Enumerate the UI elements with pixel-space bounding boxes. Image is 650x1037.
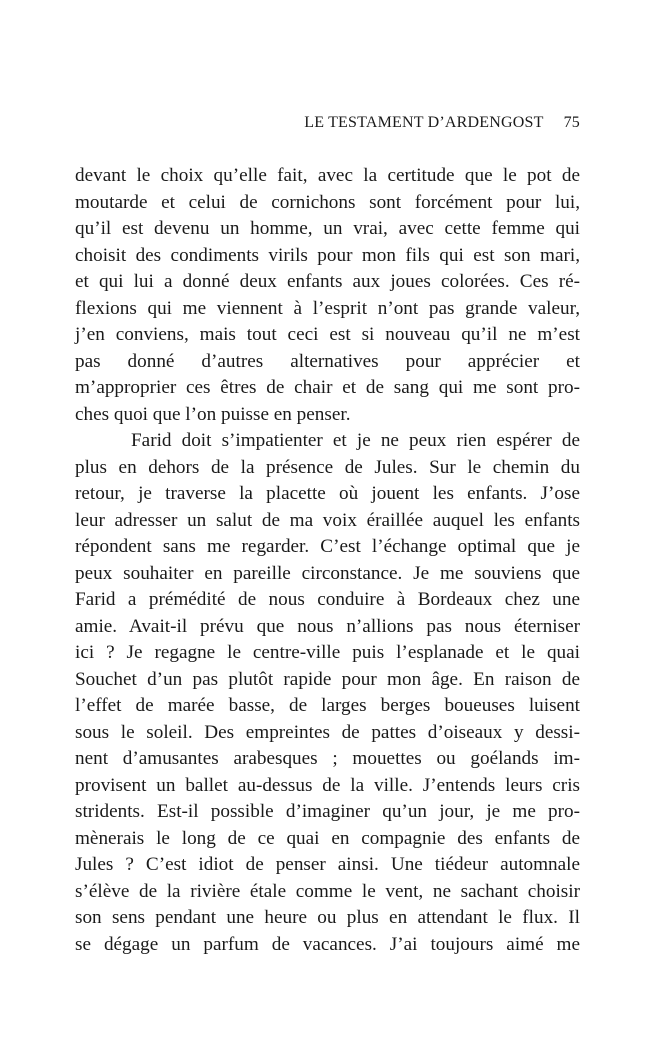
- text-line: provisent un ballet au-dessus de la ville. J’entends leurs cris: [75, 774, 580, 796]
- text-line: nent d’amusantes arabesques ; mouettes ou goélands im-: [75, 748, 580, 769]
- text-line: l’effet de marée basse, de larges berges boueuses luisent: [75, 695, 580, 716]
- text-line: se dégage un parfum de vacances. J’ai toujours aimé me: [75, 933, 580, 955]
- text-line: flexions qui me viennent à l’esprit n’ont pas grande valeur,: [75, 297, 580, 319]
- text-line: mènerais le long de ce quai en compagnie des enfants de: [75, 827, 580, 849]
- text-line: son sens pendant une heure ou plus en attendant le flux. Il: [75, 907, 580, 928]
- text-line: répondent sans me regarder. C’est l’échange optimal que je: [75, 536, 580, 557]
- text-line: sous le soleil. Des empreintes de pattes d’oiseaux y dessi-: [75, 721, 580, 743]
- text-line: retour, je traverse la placette où jouent les enfants. J’ose: [75, 483, 580, 504]
- text-line: qu’il est devenu un homme, un vrai, avec cette femme qui: [75, 218, 580, 239]
- paragraph-2: [75, 428, 580, 958]
- text-line: Souchet d’un pas plutôt rapide pour mon âge. En raison de: [75, 668, 580, 690]
- running-title: LE TESTAMENT D’ARDENGOST: [304, 114, 544, 131]
- text-line: ches quoi que l’on puisse en penser.: [75, 403, 351, 425]
- text-line: choisit des condiments virils pour mon fils qui est son mari,: [75, 244, 580, 266]
- text-line: plus en dehors de la présence de Jules. Sur le chemin du: [75, 456, 580, 478]
- text-line: m’approprier ces êtres de chair et de sang qui me sont pro-: [75, 377, 580, 398]
- text-line: j’en conviens, mais tout ceci est si nouveau qu’il ne m’est: [75, 324, 580, 345]
- text-line: ici ? Je regagne le centre-ville puis l’esplanade et le quai: [75, 642, 580, 663]
- text-line: Farid doit s’impatienter et je ne peux rien espérer de: [131, 430, 580, 451]
- text-line: et qui lui a donné deux enfants aux joues colorées. Ces ré-: [75, 271, 580, 292]
- text-line: pas donné d’autres alternatives pour apprécier et: [75, 350, 580, 372]
- page-number: 75: [563, 114, 580, 131]
- text-line: moutarde et celui de cornichons sont forcément pour lui,: [75, 191, 580, 213]
- text-line: amie. Avait-il prévu que nous n’allions pas nous éterniser: [75, 615, 580, 637]
- text-line: Jules ? C’est idiot de penser ainsi. Une tiédeur automnale: [75, 854, 580, 875]
- text-line: leur adresser un salut de ma voix éraillée auquel les enfants: [75, 509, 580, 531]
- running-header: [75, 114, 580, 132]
- text-line: stridents. Est-il possible d’imaginer qu’un jour, je me pro-: [75, 801, 580, 822]
- text-line: peux souhaiter en pareille circonstance. Je me souviens que: [75, 562, 580, 584]
- paragraph-1: [75, 163, 580, 428]
- text-line: s’élève de la rivière étale comme le vent, ne sachant choisir: [75, 880, 580, 902]
- page-body: [75, 163, 580, 958]
- text-line: Farid a prémédité de nous conduire à Bordeaux chez une: [75, 589, 580, 610]
- text-line: devant le choix qu’elle fait, avec la certitude que le pot de: [75, 165, 580, 186]
